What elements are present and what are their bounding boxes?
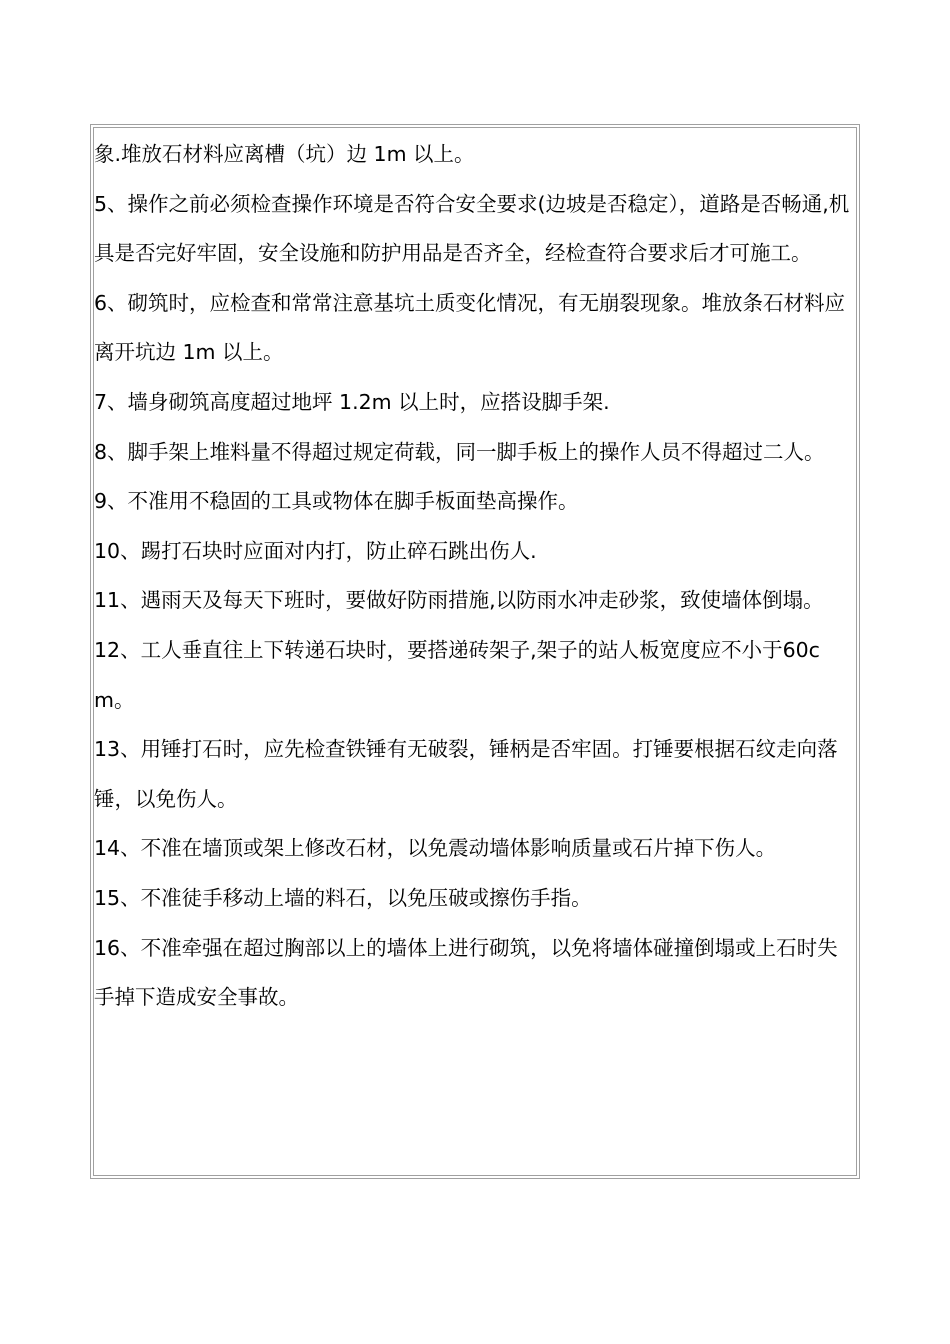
paragraph-item-7: 7、墙身砌筑高度超过地坪 1.2m 以上时，应搭设脚手架. bbox=[94, 389, 610, 414]
paragraph-item-6: 6、砌筑时，应检查和常常注意基坑土质变化情况，有无崩裂现象。堆放条石材料应离开坑边 1m 以上。 bbox=[94, 290, 846, 365]
paragraph-item-13: 13、用锤打石时，应先检查铁锤有无破裂，锤柄是否牢固。打锤要根据石纹走向落锤，以免伤人。 bbox=[94, 737, 838, 811]
paragraph-item-14: 14、不准在墙顶或架上修改石材，以免震动墙体影响质量或石片掉下伤人。 bbox=[94, 836, 777, 861]
paragraph-item-15: 15、不准徒手移动上墙的料石，以免压破或擦伤手指。 bbox=[94, 885, 592, 910]
paragraph-item-11: 11、遇雨天及每天下班时，要做好防雨措施,以防雨水冲走砂浆，致使墙体倒塌。 bbox=[94, 588, 824, 613]
paragraph-item-10: 10、踢打石块时应面对内打，防止碎石跳出伤人. bbox=[94, 538, 537, 563]
document-body bbox=[94, 130, 856, 1023]
paragraph-item-16: 16、不准牵强在超过胸部以上的墙体上进行砌筑，以免将墙体碰撞倒塌或上石时失手掉下造成安全事故。 bbox=[94, 935, 838, 1010]
paragraph-continuation: 象.堆放石材料应离槽（坑）边 1m 以上。 bbox=[94, 142, 475, 166]
paragraph-item-5: 5、操作之前必须检查操作环境是否符合安全要求(边坡是否稳定），道路是否畅通,机具是否完好牢固，安全设施和防护用品是否齐全，经检查符合要求后才可施工。 bbox=[94, 191, 850, 266]
paragraph-item-8: 8、脚手架上堆料量不得超过规定荷载，同一脚手板上的操作人员不得超过二人。 bbox=[94, 439, 825, 464]
paragraph-item-9: 9、不准用不稳固的工具或物体在脚手板面垫高操作。 bbox=[94, 489, 579, 514]
paragraph-item-12: 12、工人垂直往上下转递石块时，要搭递砖架子,架子的站人板宽度应不小于60cm。 bbox=[94, 637, 820, 712]
